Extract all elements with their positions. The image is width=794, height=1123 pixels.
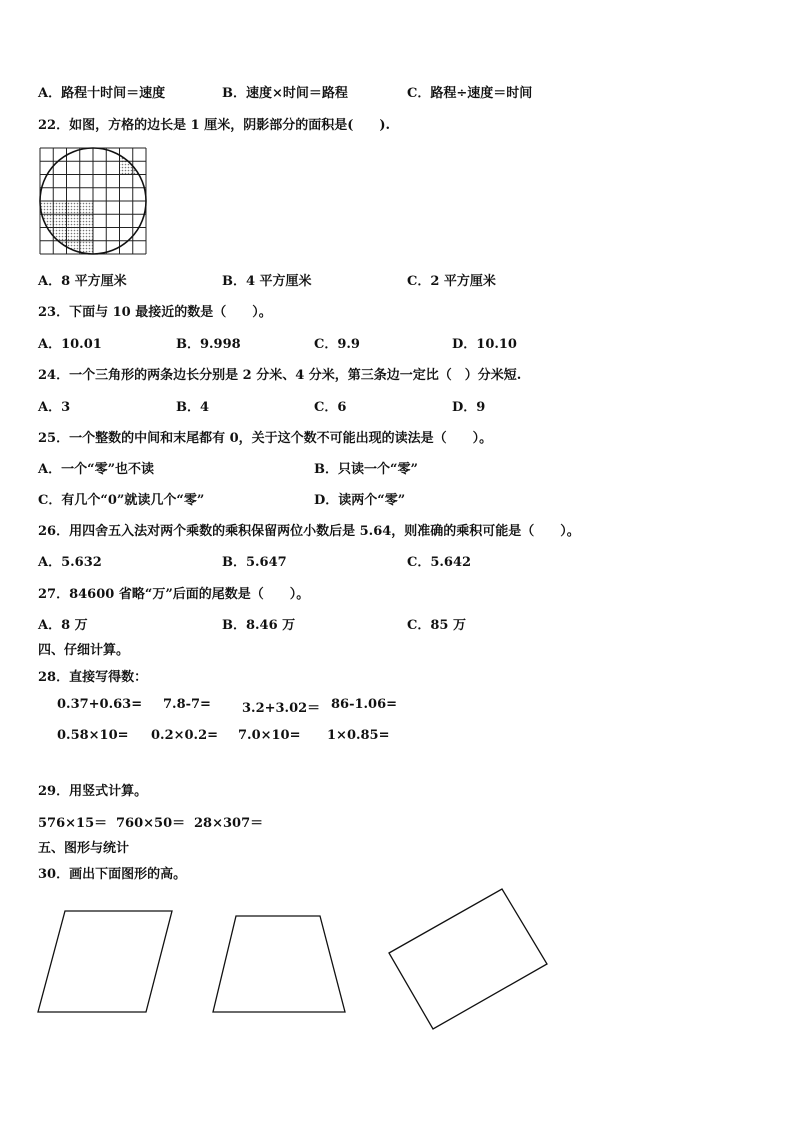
q26-stem: 26．用四舍五入法对两个乘数的乘积保留两位小数后是 5.64，则准确的乘积可能是（ ）。: [38, 524, 580, 539]
q22-stem: 22．如图，方格的边长是 1 厘米，阴影部分的面积是( ).: [38, 118, 391, 133]
q30-stem: 30．画出下面图形的高。: [38, 867, 187, 882]
q25-option-b[interactable]: B．只读一个“零”: [314, 462, 418, 477]
q25-stem: 25．一个整数的中间和末尾都有 0，关于这个数不可能出现的读法是（ ）。: [38, 431, 493, 446]
q24-option-a[interactable]: A．3: [38, 400, 71, 415]
q28-row2-item1: 0.58×10=: [57, 728, 129, 743]
q27-stem: 27．84600 省略“万”后面的尾数是（ ）。: [38, 587, 310, 602]
q29-item2: 760×50＝: [116, 816, 186, 831]
q23-option-c[interactable]: C．9.9: [314, 337, 360, 352]
q30-trapezoid: [213, 916, 345, 1012]
q28-row1-item2: 7.8-7=: [163, 697, 211, 712]
q26-option-b[interactable]: B．5.647: [222, 555, 287, 570]
q28-row1-item1: 0.37+0.63=: [57, 697, 143, 712]
q24-option-b[interactable]: B．4: [176, 400, 210, 415]
q21-option-a[interactable]: A．路程十时间＝速度: [38, 86, 166, 101]
q28-row1-item3: 3.2+3.02＝: [242, 701, 321, 716]
q22-option-b[interactable]: B．4 平方厘米: [222, 274, 312, 289]
q27-option-c[interactable]: C．85 万: [407, 618, 466, 633]
q30-rotated-rectangle: [389, 889, 547, 1029]
section4-title: 四、仔细计算。: [38, 643, 130, 658]
q28-row1-item4: 86-1.06=: [331, 697, 398, 712]
q28-row2-item2: 0.2×0.2=: [151, 728, 219, 743]
q25-option-c[interactable]: C．有几个“0”就读几个“零”: [38, 493, 205, 508]
q23-option-b[interactable]: B．9.998: [176, 337, 241, 352]
q21-option-b[interactable]: B．速度×时间＝路程: [222, 86, 348, 101]
q24-option-c[interactable]: C．6: [314, 400, 347, 415]
q27-option-a[interactable]: A．8 万: [38, 618, 88, 633]
q29-stem: 29．用竖式计算。: [38, 784, 148, 799]
q27-option-b[interactable]: B．8.46 万: [222, 618, 296, 633]
q22-option-a[interactable]: A．8 平方厘米: [38, 274, 127, 289]
q24-stem: 24．一个三角形的两条边长分别是 2 分米、4 分米，第三条边一定比（ ）分米短.: [38, 368, 522, 383]
q23-option-a[interactable]: A．10.01: [38, 337, 102, 352]
q21-option-c[interactable]: C．路程÷速度＝时间: [407, 86, 533, 101]
section5-title: 五、图形与统计: [38, 841, 130, 856]
q23-stem: 23．下面与 10 最接近的数是（ ）。: [38, 305, 272, 320]
q30-parallelogram: [38, 911, 172, 1012]
q23-option-d[interactable]: D．10.10: [452, 337, 517, 352]
q25-option-d[interactable]: D．读两个“零”: [314, 493, 406, 508]
q25-option-a[interactable]: A．一个“零”也不读: [38, 462, 155, 477]
q26-option-c[interactable]: C．5.642: [407, 555, 472, 570]
q28-stem: 28．直接写得数：: [38, 670, 148, 685]
q29-item1: 576×15＝: [38, 816, 108, 831]
q26-option-a[interactable]: A．5.632: [38, 555, 102, 570]
q28-row2-item4: 1×0.85=: [327, 728, 390, 743]
q29-item3: 28×307＝: [194, 816, 264, 831]
q28-row2-item3: 7.0×10=: [238, 728, 301, 743]
q22-option-c[interactable]: C．2 平方厘米: [407, 274, 496, 289]
q24-option-d[interactable]: D．9: [452, 400, 486, 415]
